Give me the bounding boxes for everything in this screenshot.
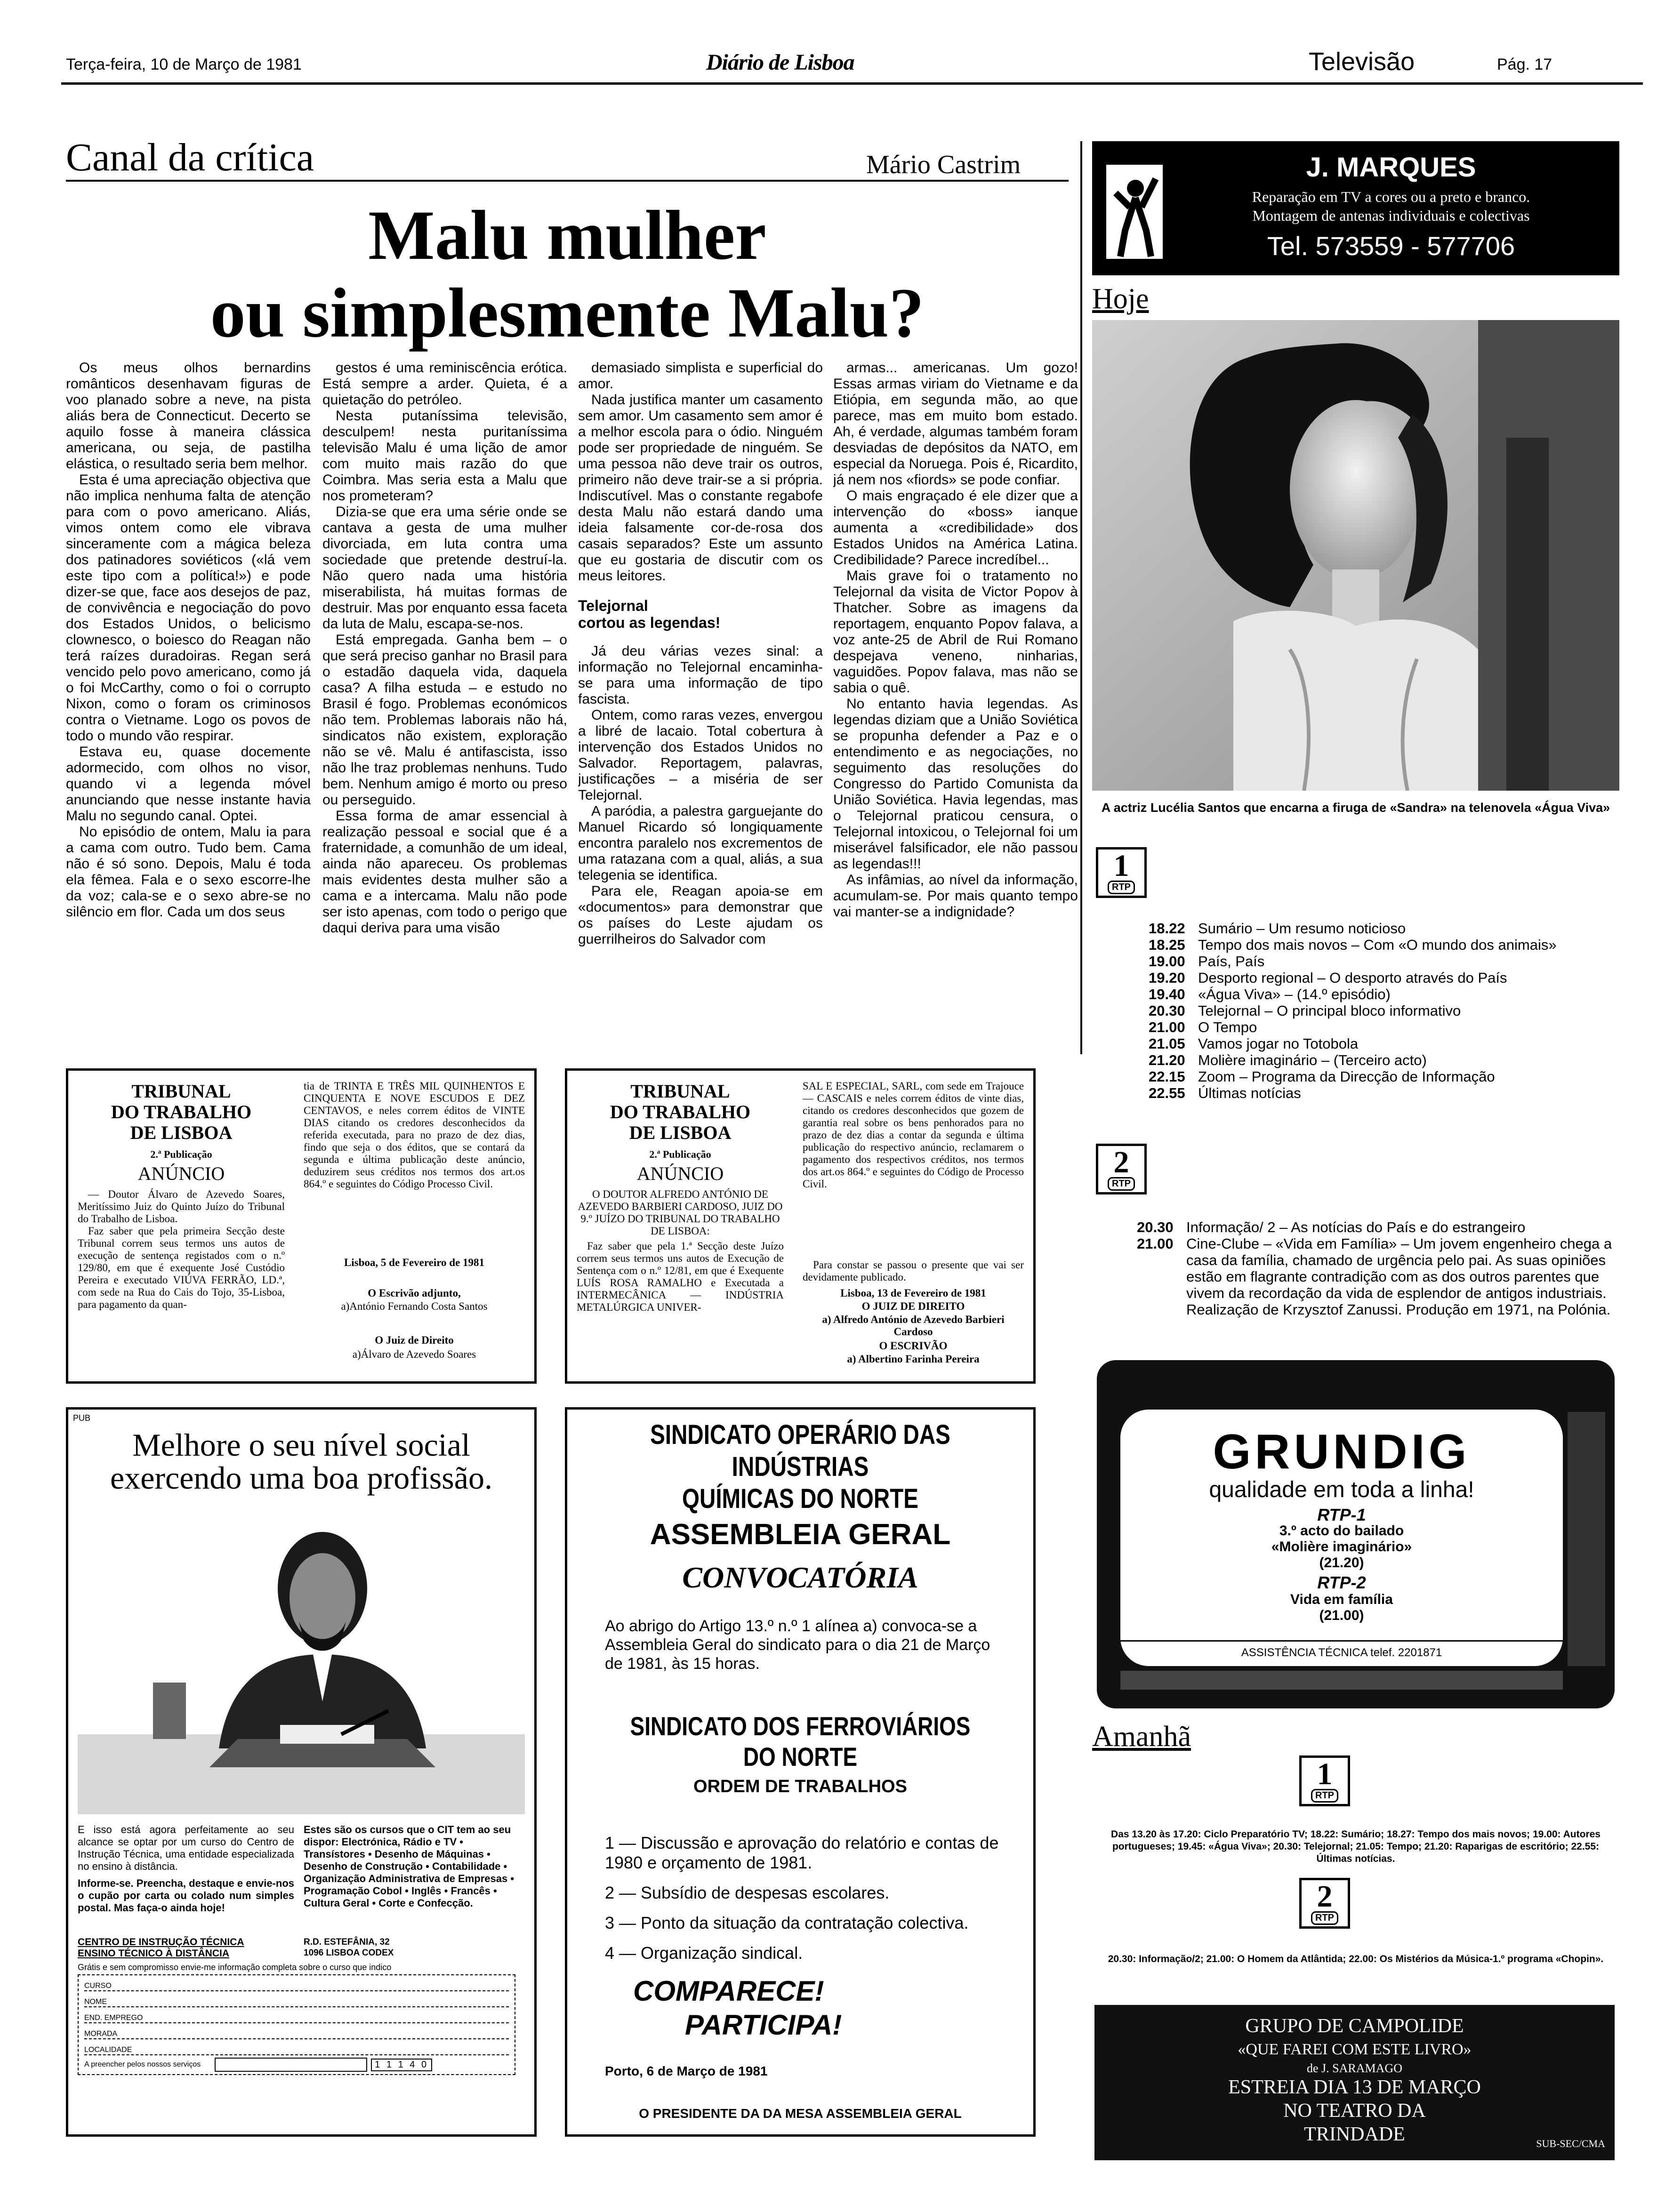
campolide-l7: SUB-SEC/CMA <box>1536 2138 1605 2149</box>
article-paragraph: No entanto havia legendas. As legendas diziam que a União Soviética se propunha defender a Paz e o entendimento e as negociações, no seguimento das resoluções do Congresso do Partido Comunista da União Soviética. Havia legendas, mas o Telejornal praticou censura, o Telejornal intoxicou, o Telejornal foi um miserável falsificador, ele não passou as legendas!!! <box>833 696 1078 872</box>
tomorrow-label: Amanhã <box>1092 1721 1191 1753</box>
schedule-program: O Tempo <box>1198 1019 1257 1035</box>
sindicato-agenda <box>605 1833 1010 1973</box>
campolide-l5: NO TEATRO DA <box>1283 2100 1426 2122</box>
headline-line2: ou simplesmente Malu? <box>210 274 925 352</box>
article-paragraph: Mais grave foi o tratamento no Telejornal da visita de Victor Popov à Thatcher. Sobre as imagens da reportagem, enquanto Popov falava, a voz ante-25 de Abril de Rui Romano despejava veneno, ninharias, vaguidões. Popov falava, mas não se sabia o quê. <box>833 568 1078 696</box>
tribunal2-body2: SAL E ESPECIAL, SARL, com sede em Trajouce — CASCAIS e neles correm éditos de vinte dias, citando os credores desconhecidos que gozem de garantia real sobre os bens penhorados para no prazo de dez dias a contar da segunda e última publicação do respectivo anúncio, reclamarem o pagamento dos respectivos créditos, nos termos dos art.os 864.º e seguintes do Código de Processo Civil. <box>803 1080 1024 1190</box>
coupon-field-curso[interactable]: CURSO <box>84 1975 509 1991</box>
article-paragraph: Essa forma de amar essencial à realização pessoal e social que é a fraternidade, a comunhão de um ideal, ainda não apareceu. Os problemas mais evidentes desta mulher são a cama e a intercama. Malu não pode ser isto apenas, com todo o perigo que daqui deriva para uma visão <box>322 808 567 936</box>
article-paragraph: — Doutor Álvaro de Azevedo Soares, Meritíssimo Juiz do Quinto Juízo do Tribunal do Trabalho de Lisboa. <box>78 1188 285 1225</box>
schedule-time: 19.20 <box>1149 970 1185 986</box>
header-rule <box>61 82 1643 85</box>
tribunal2-body3: Para constar se passou o presente que vai ser devidamente publicado. <box>803 1259 1024 1283</box>
headline-line1: Malu mulher <box>368 196 766 274</box>
cit-headline2: exercendo uma boa profissão. <box>110 1460 492 1496</box>
schedule-time: 20.30 <box>1149 1002 1185 1019</box>
coupon-field-nome[interactable]: NOME <box>84 1991 509 2007</box>
actress-photo <box>1092 320 1619 791</box>
sindicato-convocatoria: CONVOCATÓRIA <box>682 1561 918 1594</box>
schedule-program: Zoom – Programa da Direcção de Informação <box>1198 1068 1495 1085</box>
coupon-field-emprego[interactable]: END. EMPREGO <box>84 2007 509 2023</box>
coupon-field-morada[interactable]: MORADA <box>84 2023 509 2039</box>
today-label: Hoje <box>1092 283 1149 315</box>
schedule-program: Telejornal – O principal bloco informativo <box>1198 1002 1461 1019</box>
tribunal2-sig1-name: a) Alfredo António de Azevedo Barbieri Cardoso <box>822 1314 1005 1338</box>
article-paragraph: Os meus olhos bernardins românticos desenhavam figuras de voo planado sobre a neve, na pista aliás bera de Connecticut. Decerto se aquilo fosse à maneira clássica americana, ou seja, de pastilha elástica, o resultado seria bem melhor. <box>66 360 311 472</box>
schedule-time: 20.30 <box>1137 1219 1174 1235</box>
tribunal-notice-1 <box>66 1068 537 1384</box>
tribunal2-anuncio: ANÚNCIO <box>636 1163 724 1184</box>
cit-left-text: E isso está agora perfeitamente ao seu alcance se optar por um curso do Centro de Instrução Técnica, uma entidade especializada no ensino à distância. <box>78 1824 294 1872</box>
schedule-program: «Água Viva» – (14.º episódio) <box>1198 986 1391 1002</box>
sindicato-ag: ASSEMBLEIA GERAL <box>650 1518 951 1551</box>
schedule-program: Molière imaginário – (Terceiro acto) <box>1198 1052 1427 1068</box>
sindicato-h2: QUÍMICAS DO NORTE <box>682 1483 919 1514</box>
article-column-4 <box>833 360 1078 1047</box>
schedule-row <box>1149 937 1619 953</box>
subhead-legendas: cortou as legendas! <box>578 614 721 631</box>
rtp1-logo-icon: 1 RTP <box>1096 847 1147 898</box>
cit-addr2: 1096 LISBOA CODEX <box>304 1948 394 1958</box>
article-paragraph: Está empregada. Ganha bem – o que será preciso ganhar no Brasil para o estadão daquela vida, daquela casa? A filha estuda – e estudo no Brasil é fogo. Problemas económicos não tem. Problemas laborais não há, sindicatos não existem, exploração não se vê. Malu é antifascista, isso não lhe traz problemas nenhuns. Tudo bem. Nenhum amigo é morto ou preso ou perseguido. <box>322 632 567 808</box>
schedule-time: 21.20 <box>1149 1052 1185 1068</box>
tomorrow-rtp2: 20.30: Informação/2; 21.00: O Homem da Atlântida; 22.00: Os Mistérios da Música-1.º programa «Chopin». <box>1108 1954 1604 1964</box>
tribunal-notice-2 <box>565 1068 1036 1384</box>
schedule-time: 21.00 <box>1137 1235 1174 1252</box>
kicker-rule <box>66 180 1069 182</box>
sindicato-comparece: COMPARECE! <box>633 1975 824 2007</box>
column-divider <box>1080 141 1082 1054</box>
jmarques-line2: Montagem de antenas individuais e colectivas <box>1252 207 1530 224</box>
cit-addr1: R.D. ESTEFÂNIA, 32 <box>304 1937 390 1947</box>
schedule-program: Informação/ 2 – As notícias do País e do estrangeiro <box>1186 1219 1526 1235</box>
article-paragraph: Para ele, Reagan apoia-se em «documentos» para demonstrar que os países do Leste ajudam os guerrilheiros do Salvador com <box>578 883 823 947</box>
jmarques-name: J. MARQUES <box>1306 152 1476 183</box>
coupon-code: 1 1 1 4 0 <box>371 2059 432 2071</box>
article-column-2 <box>322 360 567 1047</box>
grundig-rtp2-l2: (21.00) <box>1319 1608 1364 1623</box>
grundig-tagline: qualidade em toda a linha! <box>1209 1477 1474 1502</box>
article-paragraph: Nesta putaníssima televisão, desculpem! nesta puritaníssima televisão Malu é uma lição de amor com muito mais razão do que Coimbra. Mas seria esta a Malu que nos prometeram? <box>322 408 567 504</box>
sindicato-h1: SINDICATO OPERÁRIO DAS INDÚSTRIAS <box>650 1419 950 1482</box>
article-paragraph: armas... americanas. Um gozo! Essas armas viriam do Vietname e da Etiópia, em segunda mão, ao que parece, mas em muito bom estado. Ah, é verdade, algumas também foram desviadas de depósitos da NATO, em especial da Noruega. Pois é, Ricardito, já nem nos «fiords» se pode confiar. <box>833 360 1078 488</box>
cit-org1: CENTRO DE INSTRUÇÃO TÉCNICA <box>78 1937 244 1948</box>
schedule-program: Desporto regional – O desporto através do País <box>1198 970 1507 986</box>
schedule-row <box>1149 970 1619 986</box>
schedule-row <box>1137 1235 1617 1318</box>
rtp2-logo-icon: 2 RTP <box>1096 1144 1147 1194</box>
tribunal2-body: O DOUTOR ALFREDO ANTÓNIO DE AZEVEDO BARBIERI CARDOSO, JUIZ DO 9.º JUÍZO DO TRIBUNAL DO TRABALHO DE LISBOA: <box>578 1188 783 1237</box>
schedule-time: 19.00 <box>1149 953 1185 970</box>
tribunal1-sig2-name: a)Álvaro de Azevedo Soares <box>352 1348 476 1360</box>
campolide-l4: ESTREIA DIA 13 DE MARÇO <box>1228 2076 1481 2098</box>
tribunal1-sig2: O Juiz de Direito <box>375 1334 454 1346</box>
cit-org2: ENSINO TÉCNICO À DISTÂNCIA <box>78 1948 230 1959</box>
tribunal1-sig1-name: a)António Fernando Costa Santos <box>341 1300 488 1312</box>
schedule-time: 21.05 <box>1149 1035 1185 1052</box>
sindicato-ordem: ORDEM DE TRABALHOS <box>693 1777 907 1796</box>
schedule-time: 22.55 <box>1149 1085 1185 1101</box>
cit-left-text2: Informe-se. Preencha, destaque e envie-nos o cupão por carta ou colado num simples postal. Mas faça-o ainda hoje! <box>78 1877 294 1914</box>
tribunal1-body <box>78 1188 285 1377</box>
businessman-photo <box>78 1504 525 1814</box>
grundig-rtp1: RTP-1 <box>1317 1505 1366 1524</box>
section-name: Televisão <box>1309 48 1415 76</box>
campolide-l3: de J. SARAMAGO <box>1307 2061 1402 2075</box>
grundig-footer: ASSISTÊNCIA TÉCNICA telef. 2201871 <box>1120 1640 1563 1659</box>
pub-tag: PUB <box>73 1413 91 1423</box>
agenda-item: 3 — Ponto da situação da contratação colectiva. <box>605 1913 969 1932</box>
coupon-service-label: A preencher pelos nossos serviços <box>84 2060 201 2068</box>
schedule-row <box>1149 920 1619 937</box>
column-author: Mário Castrim <box>866 150 1021 179</box>
tribunal1-sig1: O Escrivão adjunto, <box>368 1287 461 1299</box>
article-paragraph: Nada justifica manter um casamento sem amor. Um casamento sem amor é a melhor escola para o ódio. Ninguém pode ser propriedade de ninguém. Se uma pessoa não deve trair os outros, primeiro não deve trair-se a si própria. Indiscutível. Mas o constante regabofe desta Malu não estará dando uma ideia falsamente cor-de-rosa dos casais separados? Este um assunto que eu gostaria de discutir com os meus leitores. <box>578 392 823 584</box>
masthead: Diário de Lisboa <box>706 50 854 75</box>
sindicato-date: Porto, 6 de Março de 1981 <box>605 2064 768 2078</box>
tomorrow-rtp1: Das 13.20 às 17.20: Ciclo Preparatório TV; 18.22: Sumário; 18.27: Tempo dos mais novos; 19.00: Autores portugueses; 19.45: «Água Viva»; 20.30: Telejornal; 21.05: Tempo; 21.20: Raparigas de escritório; 22.55: Últimas notícias. <box>1111 1829 1601 1864</box>
tribunal1-title2: DO TRABALHO <box>111 1101 252 1122</box>
schedule-time: 21.00 <box>1149 1019 1185 1035</box>
schedule-time: 22.15 <box>1149 1068 1185 1085</box>
article-paragraph: O mais engraçado é ele dizer que a intervenção do «boss» ianque aumenta a «credibilidade» dos Estados Unidos na América Latina. Credibilidade? Parece incredíbel... <box>833 488 1078 568</box>
tribunal1-anuncio: ANÚNCIO <box>137 1163 225 1184</box>
cit-courses: Estes são os cursos que o CIT tem ao seu dispor: Electrónica, Rádio e TV • Transístores • Desenho de Máquinas • Desenho de Construção • Contabilidade • Organização Administrativa de Empresas • Programação Cobol • Inglês • Francês • Cultura Geral • Corte e Confecção. <box>304 1824 515 1909</box>
grundig-rtp1-l2: «Molière imaginário» <box>1271 1539 1412 1555</box>
schedule-row <box>1149 1002 1619 1019</box>
technician-figure-icon <box>1102 160 1167 264</box>
tribunal2-body1b: Faz saber que pela 1.ª Secção deste Juízo correm seus termos uns autos de Execução de Sentença com o n.º 12/81, em que é Exequente LUÍS ROSA RAMALHO e Executada a INTERMECÂNICA — INDÚSTRIA METALÚRGICA UNIVER- <box>577 1240 784 1313</box>
grundig-rtp2-l1: Vida em família <box>1290 1592 1393 1607</box>
tribunal1-body2: tia de TRINTA E TRÊS MIL QUINHENTOS E CINQUENTA E NOVE ESCUDOS E DEZ CENTAVOS, e neles correm éditos de VINTE DIAS citando os credores desconhecidos da referida executada, para no prazo de dez dias, findo que seja o dos éditos, que se contará da segunda e última publicação deste anúncio, deduzirem seus créditos nos termos dos art.os 864.º e seguintes do Código Processo Civil. <box>304 1080 525 1190</box>
rtp1-schedule <box>1149 920 1619 1101</box>
article-column-1 <box>66 360 311 1047</box>
schedule-time: 18.22 <box>1149 920 1185 937</box>
page-number: Pág. 17 <box>1497 56 1552 73</box>
article-paragraph: Estava eu, quase docemente adormecido, com olhos no visor, quando vi a legenda móvel anunciando que nesse instante havia Malu no segundo canal. Optei. <box>66 744 311 824</box>
tribunal1-title1: TRIBUNAL <box>131 1081 231 1102</box>
article-paragraph: No episódio de ontem, Malu ia para a cama com outro. Tudo bem. Cama não é só sono. Depois, Malu é toda ela fêmea. Fala e o sexo escorre-lhe da voz; cala-se e o sexo abre-se no silêncio em flor. Cada um dos seus <box>66 824 311 920</box>
cit-coupon[interactable] <box>78 1974 515 2075</box>
agenda-item: 4 — Organização sindical. <box>605 1943 803 1963</box>
schedule-time: 19.40 <box>1149 986 1185 1002</box>
campolide-l6: TRINDADE <box>1304 2124 1405 2145</box>
campolide-l2: «QUE FAREI COM ESTE LIVRO» <box>1238 2041 1472 2058</box>
coupon-code-boxes <box>215 2058 367 2072</box>
article-paragraph: Ontem, como raras vezes, envergou a libré de lacaio. Total cobertura à intervenção dos Estados Unidos no Salvador. Reportagem, palavras, justificações – a miséria de ser Telejornal. <box>578 707 823 803</box>
schedule-row <box>1137 1219 1617 1235</box>
article-paragraph: A paródia, a palestra garguejante do Manuel Ricardo só longiquamente encontra paralelo nos excrementos de uma ratazana com a qual, aliás, a sua telegenia se identifica. <box>578 803 823 883</box>
schedule-row <box>1149 1052 1619 1068</box>
campolide-l1: GRUPO DE CAMPOLIDE <box>1245 2015 1464 2037</box>
jmarques-phone: Tel. 573559 - 577706 <box>1267 231 1515 261</box>
rtp2-tomorrow-logo-icon: 2 RTP <box>1299 1878 1350 1929</box>
sindicato-sig: O PRESIDENTE DA DA MESA ASSEMBLEIA GERAL <box>639 2106 962 2121</box>
grundig-rtp2: RTP-2 <box>1317 1573 1366 1592</box>
tribunal2-sig2: O ESCRIVÃO <box>879 1340 948 1352</box>
article-column-3 <box>578 360 823 1047</box>
grundig-rtp1-l1: 3.º acto do bailado <box>1279 1523 1404 1539</box>
cit-ad <box>66 1407 537 2137</box>
tribunal2-title2: DO TRABALHO <box>610 1101 751 1122</box>
schedule-program: Tempo dos mais novos – Com «O mundo dos animais» <box>1198 937 1557 953</box>
schedule-row <box>1149 1035 1619 1052</box>
jmarques-line1: Reparação em TV a cores ou a preto e branco. <box>1252 188 1530 205</box>
article-paragraph: Dizia-se que era uma série onde se cantava a gesta de uma mulher divorciada, em luta contra uma sociedade que pretende destruí-la. Não quero nada uma história miserabilista, há muitas formas de destruir. Mas por enquanto essa faceta da luta de Malu, escapa-se-nos. <box>322 504 567 632</box>
article-paragraph: Faz saber que pela primeira Secção deste Tribunal correm seus termos uns autos de execução de sentença registados com o n.º 129/80, em que é exequente José Custódio Pereira e executado VIÚVA FERRÃO, LD.ª, com sede na Rua do Cais do Tojo, 35-Lisboa, para pagamento da quan- <box>78 1225 285 1310</box>
schedule-row <box>1149 953 1619 970</box>
column-kicker: Canal da crítica <box>66 136 314 179</box>
tribunal2-sig1: O JUIZ DE DIREITO <box>861 1300 965 1312</box>
grundig-rtp1-l3: (21.20) <box>1319 1555 1364 1571</box>
agenda-item: 1 — Discussão e aprovação do relatório e contas de 1980 e orçamento de 1981. <box>605 1833 999 1872</box>
photo-caption: A actriz Lucélia Santos que encarna a firuga de «Sandra» na telenovela «Água Viva» <box>1101 801 1610 815</box>
issue-date: Terça-feira, 10 de Março de 1981 <box>66 56 302 73</box>
tribunal1-date: Lisboa, 5 de Fevereiro de 1981 <box>344 1257 485 1268</box>
jmarques-ad <box>1092 141 1619 275</box>
tribunal2-title3: DE LISBOA <box>629 1122 732 1143</box>
cit-headline1: Melhore o seu nível social <box>132 1427 470 1463</box>
grundig-brand: GRUNDIG <box>1213 1425 1471 1479</box>
article-paragraph: As infâmias, ao nível da informação, acumulam-se. Por mais quanto tempo vai manter-se a indignidade? <box>833 872 1078 920</box>
grundig-ad <box>1092 1355 1619 1713</box>
article-paragraph: Esta é uma apreciação objectiva que não implica nenhuma falta de atenção para com o povo americano. Aliás, vimos ontem como ele vibrava sinceramente com a mágica beleza dos patinadores soviéticos («lá vem este tipo com a política!») e pode dizer-se que, face aos desejos de paz, de convivência e negociação do povo dos Estados Unidos, o belicismo clownesco, o boiesco do Reagan não terá raízes duradoiras. Regan será vencido pelo povo americano, como já o foi McCarthy, como o foi o corrupto Nixon, como o foram os criminosos contra o Vietname. Logo os povos de todo o mundo vão respirar. <box>66 472 311 744</box>
schedule-row <box>1149 1085 1619 1101</box>
campolide-ad <box>1094 2005 1615 2160</box>
tribunal1-pub: 2.ª Publicação <box>150 1148 212 1160</box>
subhead-telejornal: Telejornal <box>578 597 648 614</box>
schedule-program: Cine-Clube – «Vida em Família» – Um jovem engenheiro chega a casa da família, chamado de urgência pelo pai. As suas opiniões estão em flagrante contradição com as dos outros parentes que vivem da recordação da vida de esplendor de antigos industriais. Realização de Krzysztof Zanussi. Produção em 1971, na Polónia. <box>1186 1235 1612 1318</box>
article-paragraph: demasiado simplista e superficial do amor. <box>578 360 823 392</box>
tribunal2-pub: 2.ª Publicação <box>649 1148 711 1160</box>
schedule-program: País, País <box>1198 953 1265 970</box>
schedule-program: Vamos jogar no Totobola <box>1198 1035 1359 1052</box>
agenda-item: 2 — Subsídio de despesas escolares. <box>605 1883 890 1902</box>
schedule-row <box>1149 1019 1619 1035</box>
tribunal2-date: Lisboa, 13 de Fevereiro de 1981 <box>840 1287 986 1299</box>
article-paragraph: gestos é uma reminiscência erótica. Está sempre a arder. Quieta, é a quietação do petróleo. <box>322 360 567 408</box>
schedule-program: Últimas notícias <box>1198 1085 1301 1101</box>
sindicato-h3: SINDICATO DOS FERROVIÁRIOS DO NORTE <box>630 1711 971 1771</box>
schedule-time: 18.25 <box>1149 937 1185 953</box>
tribunal1-title3: DE LISBOA <box>130 1122 233 1143</box>
rtp1-tomorrow-logo-icon: 1 RTP <box>1299 1755 1350 1806</box>
tribunal2-title1: TRIBUNAL <box>630 1081 730 1102</box>
article-paragraph: Já deu várias vezes sinal: a informação no Telejornal encaminha-se para uma informação de tipo fascista. <box>578 643 823 707</box>
coupon-field-localidade[interactable]: LOCALIDADE <box>84 2039 509 2055</box>
cit-coupon-text: Grátis e sem compromisso envie-me informação completa sobre o curso que indico <box>78 1963 392 1972</box>
sindicato-ad <box>565 1407 1036 2137</box>
rtp2-schedule <box>1137 1219 1617 1318</box>
sindicato-intro: Ao abrigo do Artigo 13.º n.º 1 alínea a) convoca-se a Assembleia Geral do sindicato para o dia 21 de Março de 1981, às 15 horas. <box>605 1617 990 1673</box>
sindicato-participa: PARTICIPA! <box>685 2009 842 2041</box>
schedule-row <box>1149 986 1619 1002</box>
schedule-program: Sumário – Um resumo noticioso <box>1198 920 1406 937</box>
schedule-row <box>1149 1068 1619 1085</box>
tribunal2-sig2-name: a) Albertino Farinha Pereira <box>847 1353 980 1365</box>
